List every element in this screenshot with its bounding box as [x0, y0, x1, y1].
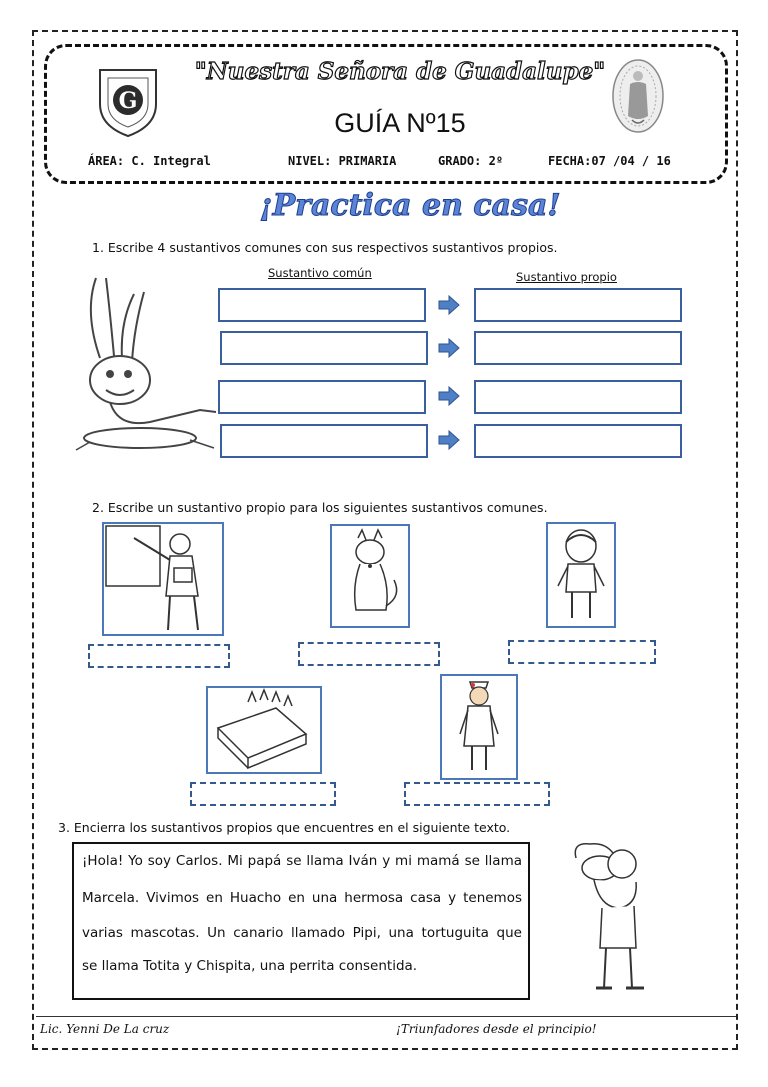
arrow-right-icon [438, 386, 460, 406]
col-common-header: Sustantivo común [268, 266, 372, 280]
guide-title: GUÍA Nº15 [334, 108, 466, 138]
teacher-drawing [104, 524, 222, 634]
proper-noun-box-1[interactable] [474, 288, 682, 322]
level-field: NIVEL: PRIMARIA [288, 154, 397, 168]
answer-box-crayons[interactable] [190, 782, 336, 806]
crayons-drawing [208, 688, 320, 772]
crayons-picture [206, 686, 322, 774]
exercise1-instruction: 1. Escribe 4 sustantivos comunes con sus respectivos sustantivos propios. [92, 240, 558, 255]
exercise3-instruction: 3. Encierra los sustantivos propios que encuentres en el siguiente texto. [58, 820, 511, 835]
virgin-guadalupe-image [610, 58, 666, 134]
answer-box-teacher[interactable] [88, 644, 230, 668]
date-field: FECHA:07 /04 / 16 [548, 154, 671, 168]
answer-box-girl[interactable] [508, 640, 656, 664]
area-field: ÁREA: C. Integral [88, 154, 211, 168]
common-noun-box-2[interactable] [220, 331, 428, 365]
logo-letter: G [118, 88, 138, 114]
common-noun-box-3[interactable] [218, 380, 426, 414]
girl-picture [546, 522, 616, 628]
nurse-picture [440, 674, 518, 780]
answer-box-cat[interactable] [298, 642, 440, 666]
proper-noun-box-4[interactable] [474, 424, 682, 458]
cat-picture [330, 524, 410, 628]
school-logo [96, 64, 160, 138]
proper-noun-box-2[interactable] [474, 331, 682, 365]
proper-noun-box-3[interactable] [474, 380, 682, 414]
arrow-right-icon [438, 295, 460, 315]
footer-author: Lic. Yenni De La cruz [40, 1022, 170, 1036]
text-line-3[interactable]: varias mascotas. Un canario llamado Pipi, una tortuguita que [82, 925, 522, 941]
arrow-right-icon [438, 430, 460, 450]
common-noun-box-4[interactable] [220, 424, 428, 458]
bugs-bunny-drawing [70, 272, 222, 458]
footer-motto: ¡Triunfadores desde el principio! [396, 1022, 597, 1036]
teacher-picture [102, 522, 224, 636]
boy-with-dog-drawing [560, 838, 660, 1000]
text-line-2[interactable]: Marcela. Vivimos en Huacho en una hermosa casa y tenemos [82, 890, 522, 906]
footer-divider [36, 1016, 736, 1017]
exercise2-instruction: 2. Escribe un sustantivo propio para los siguientes sustantivos comunes. [92, 500, 548, 515]
col-proper-header: Sustantivo propio [516, 270, 617, 284]
cat-drawing [332, 526, 408, 626]
nurse-drawing [442, 676, 516, 778]
common-noun-box-1[interactable] [218, 288, 426, 322]
practice-title: ¡Practica en casa! [259, 188, 561, 223]
grade-field: GRADO: 2º [438, 154, 504, 168]
text-line-1[interactable]: ¡Hola! Yo soy Carlos. Mi papá se llama Iván y mi mamá se llama [82, 853, 522, 869]
school-name: "Nuestra Señora de Guadalupe" [194, 58, 606, 85]
girl-drawing [548, 524, 614, 626]
text-line-4[interactable]: se llama Totita y Chispita, una perrita consentida. [82, 958, 418, 974]
answer-box-nurse[interactable] [404, 782, 550, 806]
arrow-right-icon [438, 338, 460, 358]
